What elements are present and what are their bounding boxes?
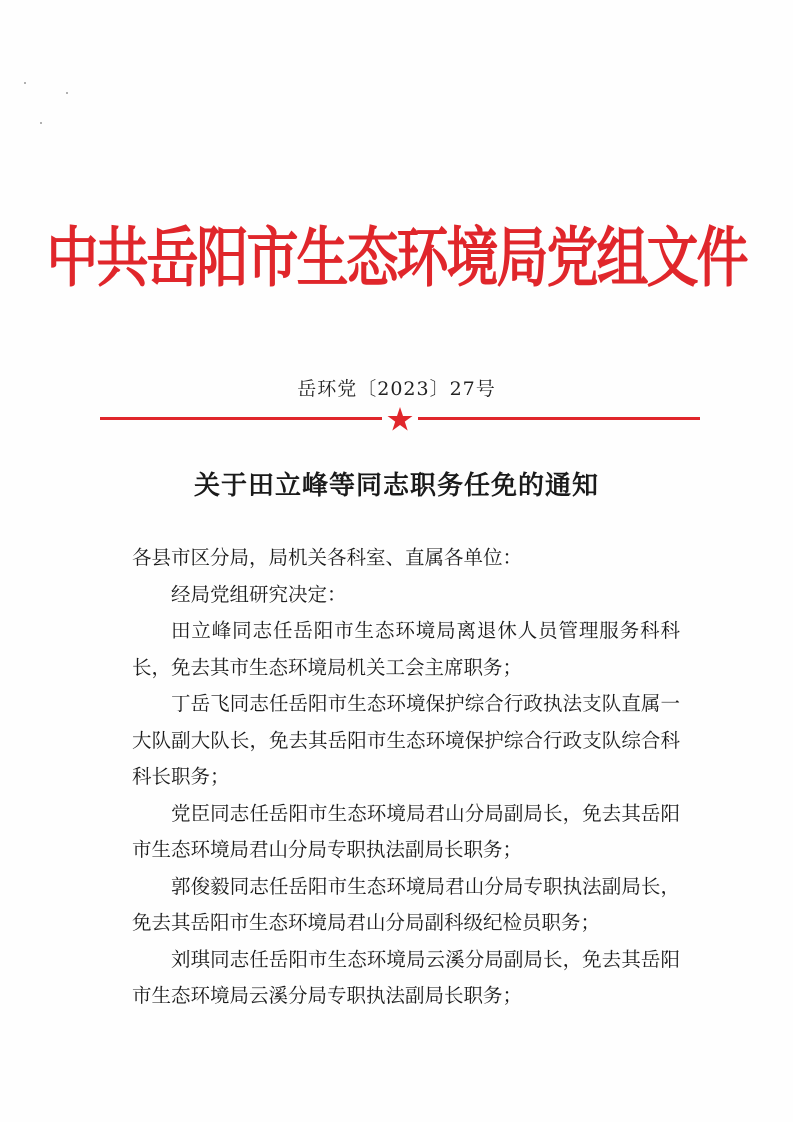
- body-paragraph: 丁岳飞同志任岳阳市生态环境保护综合行政执法支队直属一大队副大队长，免去其岳阳市生态环境保护综合行政支队综合科科长职务；: [132, 692, 680, 788]
- body-paragraph: 田立峰同志任岳阳市生态环境局离退休人员管理服务科科长，免去其市生态环境局机关工会主席职务；: [132, 619, 680, 679]
- document-number: 岳环党〔2023〕27号: [297, 378, 496, 400]
- star-icon: [387, 406, 413, 432]
- body-paragraph: 党臣同志任岳阳市生态环境局君山分局副局长，免去其岳阳市生态环境局君山分局专职执法副局长职务；: [132, 801, 680, 861]
- red-header-title: 中共岳阳市生态环境局党组文件: [46, 221, 747, 297]
- divider-line-left: [100, 417, 382, 420]
- red-divider: [100, 406, 700, 432]
- salutation: 各县市区分局，局机关各科室、直属各单位：: [132, 546, 523, 569]
- body-paragraph: 郭俊毅同志任岳阳市生态环境局君山分局专职执法副局长，免去其岳阳市生态环境局君山分局副科级纪检员职务；: [132, 874, 680, 934]
- body-paragraph: 经局党组研究决定：: [171, 582, 347, 606]
- body-paragraph: 刘琪同志任岳阳市生态环境局云溪分局副局长，免去其岳阳市生态环境局云溪分局专职执法副局长职务；: [132, 947, 680, 1007]
- divider-line-right: [418, 417, 700, 420]
- notice-title: 关于田立峰等同志职务任免的通知: [193, 471, 599, 501]
- notice-body: [132, 540, 680, 1015]
